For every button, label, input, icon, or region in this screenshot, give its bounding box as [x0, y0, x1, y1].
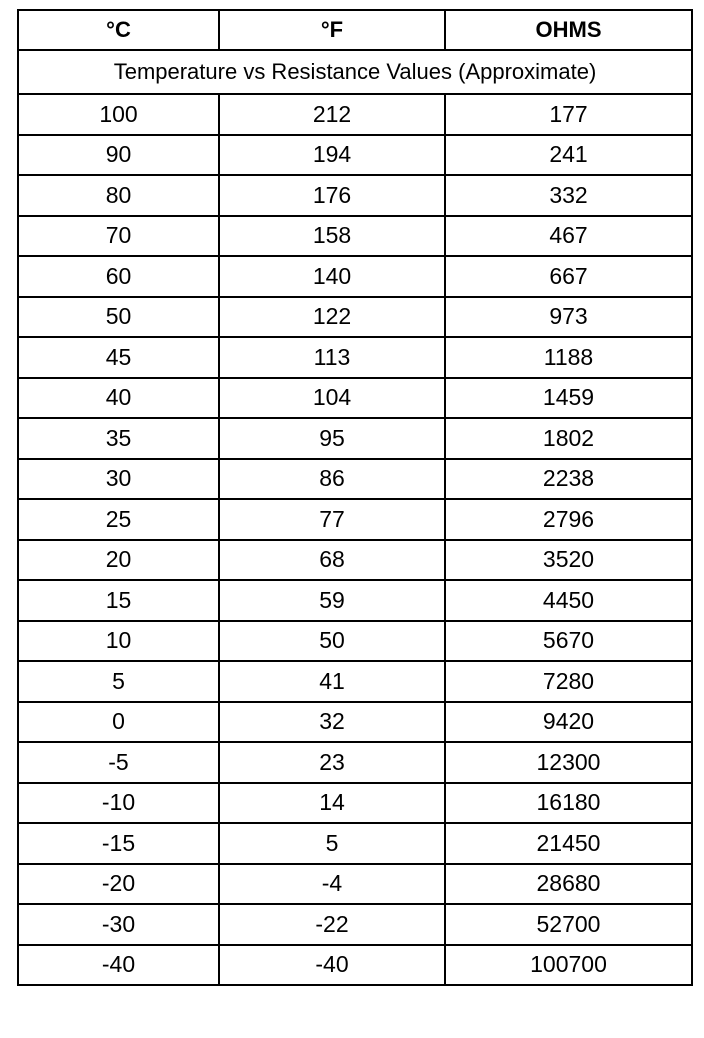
cell-celsius: 50 [18, 297, 219, 338]
cell-fahrenheit: 95 [219, 418, 445, 459]
cell-celsius: 35 [18, 418, 219, 459]
temperature-resistance-table-container [17, 9, 691, 986]
table-row [18, 418, 692, 459]
table-row [18, 621, 692, 662]
table-row [18, 135, 692, 176]
cell-celsius: 100 [18, 94, 219, 135]
table-row [18, 499, 692, 540]
cell-fahrenheit: 140 [219, 256, 445, 297]
table-body [18, 50, 692, 985]
cell-fahrenheit: 5 [219, 823, 445, 864]
cell-celsius: 30 [18, 459, 219, 500]
table-row [18, 216, 692, 257]
cell-ohms: 1459 [445, 378, 692, 419]
cell-fahrenheit: 104 [219, 378, 445, 419]
cell-ohms: 2796 [445, 499, 692, 540]
cell-celsius: 60 [18, 256, 219, 297]
header-fahrenheit: °F [219, 10, 445, 50]
cell-ohms: 177 [445, 94, 692, 135]
cell-celsius: -15 [18, 823, 219, 864]
cell-fahrenheit: 194 [219, 135, 445, 176]
cell-celsius: 5 [18, 661, 219, 702]
cell-celsius: -30 [18, 904, 219, 945]
cell-celsius: 0 [18, 702, 219, 743]
cell-fahrenheit: 41 [219, 661, 445, 702]
cell-ohms: 332 [445, 175, 692, 216]
cell-celsius: 25 [18, 499, 219, 540]
cell-celsius: 10 [18, 621, 219, 662]
cell-ohms: 9420 [445, 702, 692, 743]
cell-celsius: 45 [18, 337, 219, 378]
cell-celsius: 90 [18, 135, 219, 176]
cell-ohms: 5670 [445, 621, 692, 662]
cell-ohms: 4450 [445, 580, 692, 621]
cell-ohms: 1802 [445, 418, 692, 459]
cell-celsius: -40 [18, 945, 219, 986]
cell-ohms: 3520 [445, 540, 692, 581]
table-row [18, 702, 692, 743]
cell-ohms: 973 [445, 297, 692, 338]
cell-celsius: 15 [18, 580, 219, 621]
cell-celsius: -20 [18, 864, 219, 905]
cell-celsius: -5 [18, 742, 219, 783]
table-row [18, 540, 692, 581]
cell-celsius: 70 [18, 216, 219, 257]
table-row [18, 94, 692, 135]
cell-fahrenheit: -22 [219, 904, 445, 945]
cell-fahrenheit: 77 [219, 499, 445, 540]
table-row [18, 864, 692, 905]
cell-celsius: 80 [18, 175, 219, 216]
header-ohms: OHMS [445, 10, 692, 50]
table-row [18, 297, 692, 338]
table-row [18, 823, 692, 864]
cell-fahrenheit: 50 [219, 621, 445, 662]
cell-ohms: 100700 [445, 945, 692, 986]
table-caption: Temperature vs Resistance Values (Approximate) [18, 50, 692, 94]
cell-fahrenheit: 158 [219, 216, 445, 257]
cell-ohms: 667 [445, 256, 692, 297]
table-row [18, 580, 692, 621]
cell-celsius: 20 [18, 540, 219, 581]
cell-fahrenheit: 68 [219, 540, 445, 581]
cell-fahrenheit: 176 [219, 175, 445, 216]
table-row [18, 945, 692, 986]
table-row [18, 378, 692, 419]
table-row [18, 175, 692, 216]
cell-celsius: 40 [18, 378, 219, 419]
cell-fahrenheit: -4 [219, 864, 445, 905]
table-row [18, 661, 692, 702]
header-celsius: °C [18, 10, 219, 50]
cell-ohms: 7280 [445, 661, 692, 702]
cell-fahrenheit: 122 [219, 297, 445, 338]
table-row [18, 742, 692, 783]
cell-fahrenheit: 23 [219, 742, 445, 783]
cell-ohms: 2238 [445, 459, 692, 500]
header-row [18, 10, 692, 50]
cell-ohms: 467 [445, 216, 692, 257]
caption-row [18, 50, 692, 94]
cell-ohms: 241 [445, 135, 692, 176]
cell-fahrenheit: 59 [219, 580, 445, 621]
cell-ohms: 1188 [445, 337, 692, 378]
cell-ohms: 28680 [445, 864, 692, 905]
cell-fahrenheit: 113 [219, 337, 445, 378]
table-row [18, 256, 692, 297]
cell-ohms: 16180 [445, 783, 692, 824]
cell-ohms: 52700 [445, 904, 692, 945]
table-row [18, 459, 692, 500]
temperature-resistance-table [17, 9, 693, 986]
cell-fahrenheit: 32 [219, 702, 445, 743]
cell-celsius: -10 [18, 783, 219, 824]
cell-fahrenheit: -40 [219, 945, 445, 986]
cell-ohms: 21450 [445, 823, 692, 864]
cell-fahrenheit: 14 [219, 783, 445, 824]
cell-fahrenheit: 212 [219, 94, 445, 135]
table-row [18, 904, 692, 945]
table-row [18, 337, 692, 378]
cell-fahrenheit: 86 [219, 459, 445, 500]
cell-ohms: 12300 [445, 742, 692, 783]
table-row [18, 783, 692, 824]
